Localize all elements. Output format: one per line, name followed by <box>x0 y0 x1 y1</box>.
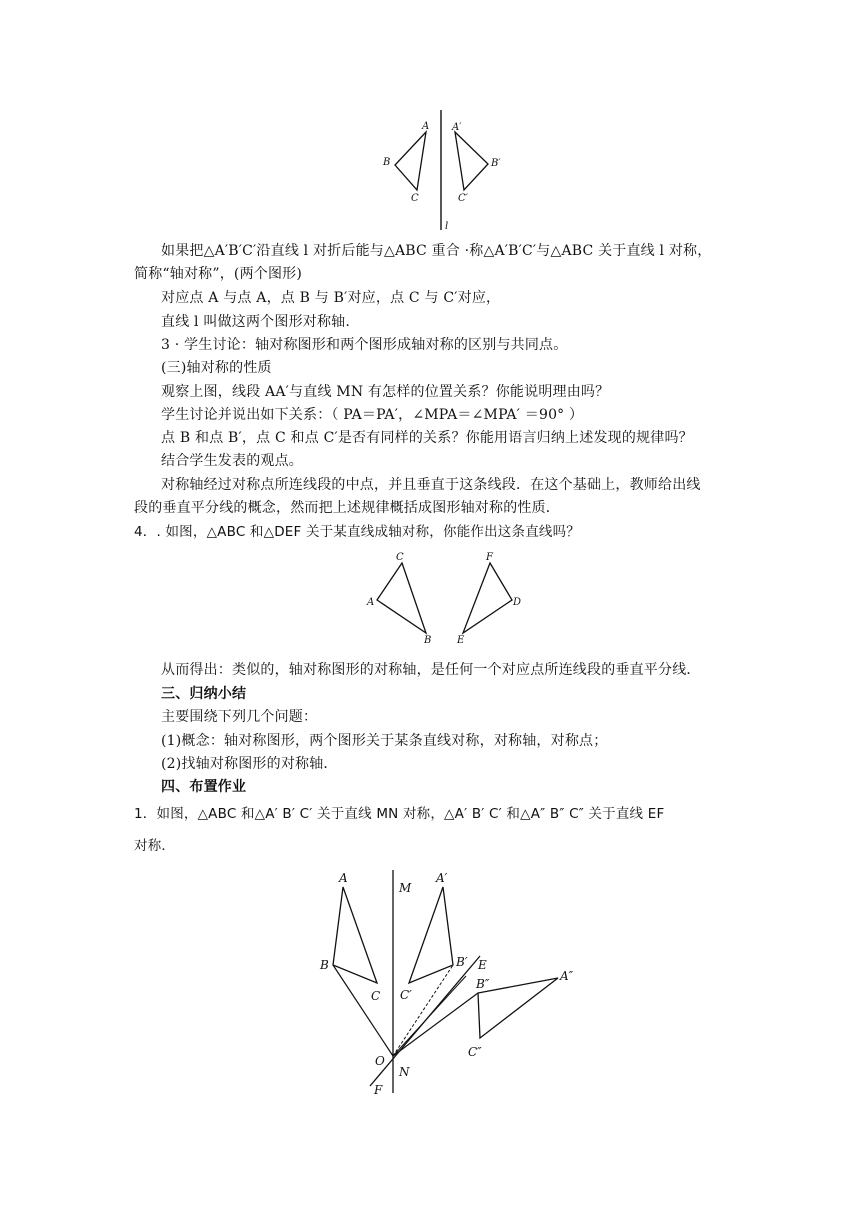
paragraph-relation: 学生讨论并说出如下关系：（ PA＝PA′，∠MPA＝∠MPA′ ＝90° ） <box>161 407 584 423</box>
homework-1: 1．如图，△ABC 和△A′ B′ C′ 关于直线 MN 对称，△A′ B′ C′ 和△A″ B″ C″ 关于直线 EF <box>134 806 665 822</box>
label-C-prime: C′ <box>458 193 468 204</box>
paragraph-axis: 直线 l 叫做这两个图形对称轴. <box>161 314 351 330</box>
label-A: A <box>339 871 348 885</box>
paragraph-question: 点 B 和点 B′，点 C 和点 C′是否有同样的关系？你能用语言归纳上述发现的规律吗？ <box>161 430 693 446</box>
paragraph-property-cont: 段的垂直平分线的概念，然而把上述规律概括成图形轴对称的性质． <box>134 500 560 516</box>
homework-1-cont: 对称． <box>134 838 176 854</box>
paragraph-summary-intro: 主要围绕下列几个问题： <box>161 709 318 725</box>
label-D: D <box>513 597 522 608</box>
paragraph-discussion: 3 · 学生讨论：轴对称图形和两个图形成轴对称的区别与共同点。 <box>161 337 568 353</box>
label-A-prime: A′ <box>452 122 462 133</box>
label-B-prime: B′ <box>491 158 501 169</box>
section-heading-homework: 四、布置作业 <box>161 779 247 795</box>
paragraph-summary-2: (2)找轴对称图形的对称轴． <box>161 756 338 772</box>
label-B-prime: B′ <box>456 955 468 969</box>
label-l: l <box>445 221 449 232</box>
label-C-prime: C′ <box>400 988 412 1002</box>
paragraph-definition: 如果把△A′B′C′沿直线 l 对折后能与△ABC 重合 ·称△A′B′C′与△ABC 关于直线 l 对称， <box>161 243 712 259</box>
figure-mn-ef-reflection <box>308 868 598 1098</box>
paragraph-summary-1: (1)概念：轴对称图形，两个图形关于某条直线对称，对称轴，对称点； <box>161 733 608 749</box>
label-F: F <box>486 552 493 563</box>
label-F: F <box>374 1083 383 1097</box>
label-A-prime: A′ <box>436 871 448 885</box>
label-C: C <box>371 989 381 1003</box>
section-heading-properties: (三)轴对称的性质 <box>161 360 272 376</box>
label-A: A <box>367 597 375 608</box>
figure-axis-symmetry-l <box>370 108 520 233</box>
label-C: C <box>396 552 404 563</box>
section-heading-summary: 三、归纳小结 <box>161 686 247 702</box>
label-B: B <box>383 157 391 168</box>
paragraph-property: 对称轴经过对称点所连线段的中点，并且垂直于这条线段．在这个基础上，教师给出线 <box>161 477 701 493</box>
paragraph-conclusion: 从而得出：类似的，轴对称图形的对称轴，是任何一个对应点所连线段的垂直平分线． <box>161 662 701 678</box>
question-4: 4．. 如图，△ABC 和△DEF 关于某直线成轴对称，你能作出这条直线吗？ <box>134 524 580 540</box>
paragraph-definition-cont: 简称“轴对称”，(两个图形) <box>134 266 303 282</box>
label-B: B <box>424 635 432 646</box>
label-N: N <box>399 1065 410 1079</box>
label-C: C <box>411 193 419 204</box>
label-M: M <box>399 881 412 895</box>
label-A: A <box>422 121 430 132</box>
label-E: E <box>457 635 465 646</box>
paragraph-corresponding-points: 对应点 A 与点 A，点 B 与 B′对应，点 C 与 C′对应， <box>161 290 501 306</box>
label-B: B <box>320 958 329 972</box>
figure-abc-def <box>362 548 532 648</box>
label-A-double-prime: A″ <box>560 969 574 983</box>
paragraph-observe: 观察上图，线段 AA′与直线 MN 有怎样的位置关系？你能说明理由吗？ <box>161 384 610 400</box>
label-C-double-prime: C″ <box>468 1045 482 1059</box>
label-O: O <box>375 1054 385 1068</box>
paragraph-views: 结合学生发表的观点。 <box>161 453 303 469</box>
label-E: E <box>478 958 487 972</box>
label-B-double-prime: B″ <box>476 977 490 991</box>
